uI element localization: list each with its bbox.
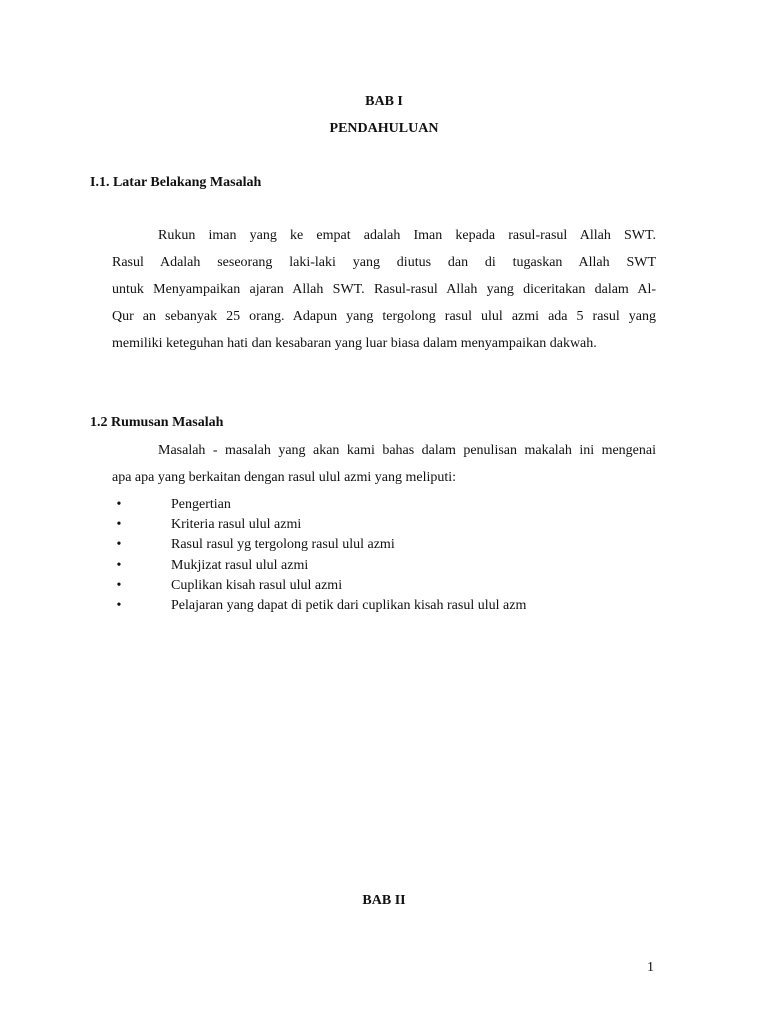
section-heading-latar-belakang: I.1. Latar Belakang Masalah <box>90 175 262 190</box>
chapter-subtitle: PENDAHULUAN <box>329 121 439 136</box>
bullet-icon: • <box>116 497 122 512</box>
list-item-text: Mukjizat rasul ulul azmi <box>171 557 309 573</box>
page-number: 1 <box>647 960 654 975</box>
paragraph-line: untuk Menyampaikan ajaran Allah SWT. Rasul-rasul Allah yang diceritakan dalam Al- <box>112 282 656 297</box>
list-item-text: Pengertian <box>171 497 231 512</box>
bullet-icon: • <box>116 517 122 533</box>
list-item-text: Cuplikan kisah rasul ulul azmi <box>171 577 343 593</box>
paragraph-line: Masalah - masalah yang akan kami bahas dalam penulisan makalah ini mengenai <box>158 443 656 458</box>
chapter-title: BAB I <box>365 94 403 109</box>
bullet-icon: • <box>116 557 122 573</box>
paragraph-rumusan-masalah <box>112 437 656 491</box>
paragraph-line: Rukun iman yang ke empat adalah Iman kepada rasul-rasul Allah SWT. <box>158 228 656 243</box>
paragraph-line: Rasul Adalah seseorang laki-laki yang diutus dan di tugaskan Allah SWT <box>112 255 656 270</box>
paragraph-line: Qur an sebanyak 25 orang. Adapun yang tergolong rasul ulul azmi ada 5 rasul yang <box>112 309 656 324</box>
list-item-text: Pelajaran yang dapat di petik dari cuplikan kisah rasul ulul azm <box>171 597 527 613</box>
section-heading-rumusan-masalah: 1.2 Rumusan Masalah <box>90 415 224 430</box>
bullet-icon: • <box>116 597 122 613</box>
list-item-text: Rasul rasul yg tergolong rasul ulul azmi <box>171 537 395 553</box>
paragraph-line: memiliki keteguhan hati dan kesabaran yang luar biasa dalam menyampaikan dakwah. <box>112 336 597 351</box>
paragraph-line: apa apa yang berkaitan dengan rasul ulul azmi yang meliputi: <box>112 470 457 485</box>
bullet-icon: • <box>116 577 122 593</box>
bullet-icon: • <box>116 537 122 553</box>
list-item-text: Kriteria rasul ulul azmi <box>171 517 302 533</box>
paragraph-latar-belakang <box>112 222 656 357</box>
chapter-title: BAB II <box>362 893 406 908</box>
